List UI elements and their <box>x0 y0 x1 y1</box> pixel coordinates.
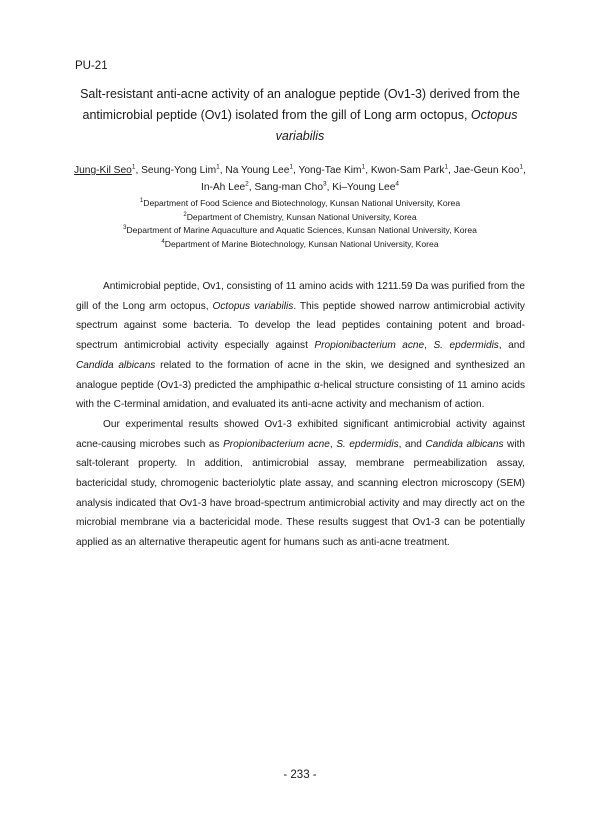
author-mark: 1 <box>444 163 449 171</box>
affiliation-mark: 3 <box>123 225 127 232</box>
author-mark: 1 <box>216 163 220 171</box>
text-run: , <box>329 438 337 450</box>
author-mark: 1 <box>361 163 366 171</box>
abstract-paragraph-2 <box>76 415 525 553</box>
affiliation-list <box>70 197 530 251</box>
author-mark: 1 <box>289 163 294 171</box>
author-4 <box>299 165 366 176</box>
author-5 <box>371 165 448 176</box>
text-run: . This peptide showed narrow antimicrobial activity spectrum against some bacteria. To develop the lead peptides containing potent and broad-spectrum antimicrobial activity especially against <box>76 300 525 352</box>
text-run: Antimicrobial peptide, Ov1, consisting of 11 amino acids with 1211.59 Da was purified from the gill of the Long arm octopus, <box>76 281 525 312</box>
author-name: Kwon-Sam Park <box>370 165 445 176</box>
text-run: related to the formation of acne in the skin, we designed and synthesized an analogue peptide (Ov1-3) predicted the amphipathic α-helical structure consisting of 11 amino acids with the C-terminal amidation, and evaluated its anti-acne activity and mechanism of action. <box>76 359 525 411</box>
author-name: Jung-Kil Seo <box>74 165 132 176</box>
author-9 <box>332 182 399 193</box>
author-name: Yong-Tae Kim <box>298 165 362 176</box>
author-name: Jae-Geun Koo <box>453 165 520 176</box>
author-2 <box>141 165 220 176</box>
text-run: with salt-tolerant property. In addition, antimicrobial assay, membrane permeabilization assay, bactericidal study, chromogenic bacteriolytic plate assay, and scanning electron microscopy (SEM) analysis indicated that Ov1-3 have broad-spectrum antimicrobial activity and may directly act on the microbial membrane via a bactericidal mode. These results suggest that Ov1-3 can be potentially applied as an alternative therapeutic agent for humans such as anti-acne treatment. <box>76 438 525 549</box>
page-number: - 233 - <box>283 769 317 781</box>
author-name: Seung-Yong Lim <box>141 165 217 176</box>
author-7 <box>201 182 249 193</box>
text-run: Our experimental results showed Ov1-3 exhibited significant antimicrobial activity against acne-causing microbes such as <box>76 418 525 450</box>
abstract-paragraph-1 <box>76 277 525 415</box>
title-species: Octopus variabilis <box>275 108 518 143</box>
affiliation-text: Department of Food Science and Biotechnology, Kunsan National University, Korea <box>143 198 461 208</box>
affiliation-4 <box>70 238 530 252</box>
affiliation-1 <box>70 197 530 211</box>
author-list: Jung-Kil Seo$^1$, Seung-Yong Lim$^1$, Na Young Lee$^1$, Yong-Tae Kim$^1$, Kwon-Sam Park$^1$, Jae-Geun Koo$^1$, In-Ah Lee$^2$, Sang-man Cho$^3$, Ki–Young Lee$^4$ <box>74 163 526 193</box>
author-mark: 2 <box>245 180 249 188</box>
title-line-2: antimicrobial peptide (Ov1) isolated from the gill of Long arm octopus, <box>82 108 471 122</box>
affiliation-mark: 4 <box>161 238 165 245</box>
affiliation-text: Department of Marine Biotechnology, Kunsan National University, Korea <box>164 238 439 249</box>
author-1 <box>74 165 135 176</box>
paper-title <box>78 84 522 147</box>
affiliation-text: Department of Marine Aquaculture and Aquatic Sciences, Kunsan National University, Korea <box>126 225 477 236</box>
author-name: In-Ah Lee <box>200 182 246 193</box>
author-mark: 4 <box>395 180 399 188</box>
author-3 <box>225 165 293 176</box>
author-mark: 3 <box>323 180 327 188</box>
affiliation-3 <box>70 224 530 238</box>
session-code: PU-21 <box>75 60 108 72</box>
affiliation-text: Department of Chemistry, Kunsan National University, Korea <box>186 211 417 222</box>
text-run: , and <box>498 340 526 352</box>
species-name: Candida albicans <box>425 438 504 450</box>
species-name: S. epdermidis <box>433 340 499 352</box>
author-name: Ki–Young Lee <box>332 182 396 193</box>
affiliation-mark: 1 <box>139 198 144 205</box>
title-line-1: Salt-resistant anti-acne activity of an analogue peptide (Ov1-3) derived from the <box>80 87 520 101</box>
species-name: S. epdermidis <box>336 438 399 450</box>
author-name: Na Young Lee <box>225 165 290 176</box>
species-name: Candida albicans <box>76 359 156 371</box>
text-run: , and <box>398 438 426 450</box>
author-mark: 1 <box>131 163 136 171</box>
text-run: , <box>424 340 434 352</box>
affiliation-mark: 2 <box>183 211 187 218</box>
author-name: Sang-man Cho <box>254 182 323 193</box>
author-8 <box>254 182 326 193</box>
affiliation-2 <box>70 211 530 225</box>
species-name: Propionibacterium acne <box>314 340 425 352</box>
abstract-body <box>76 277 525 553</box>
author-mark: 1 <box>519 163 524 171</box>
species-name: Octopus variabilis <box>212 300 294 312</box>
species-name: Propionibacterium acne <box>223 438 330 450</box>
author-6 <box>454 165 523 176</box>
